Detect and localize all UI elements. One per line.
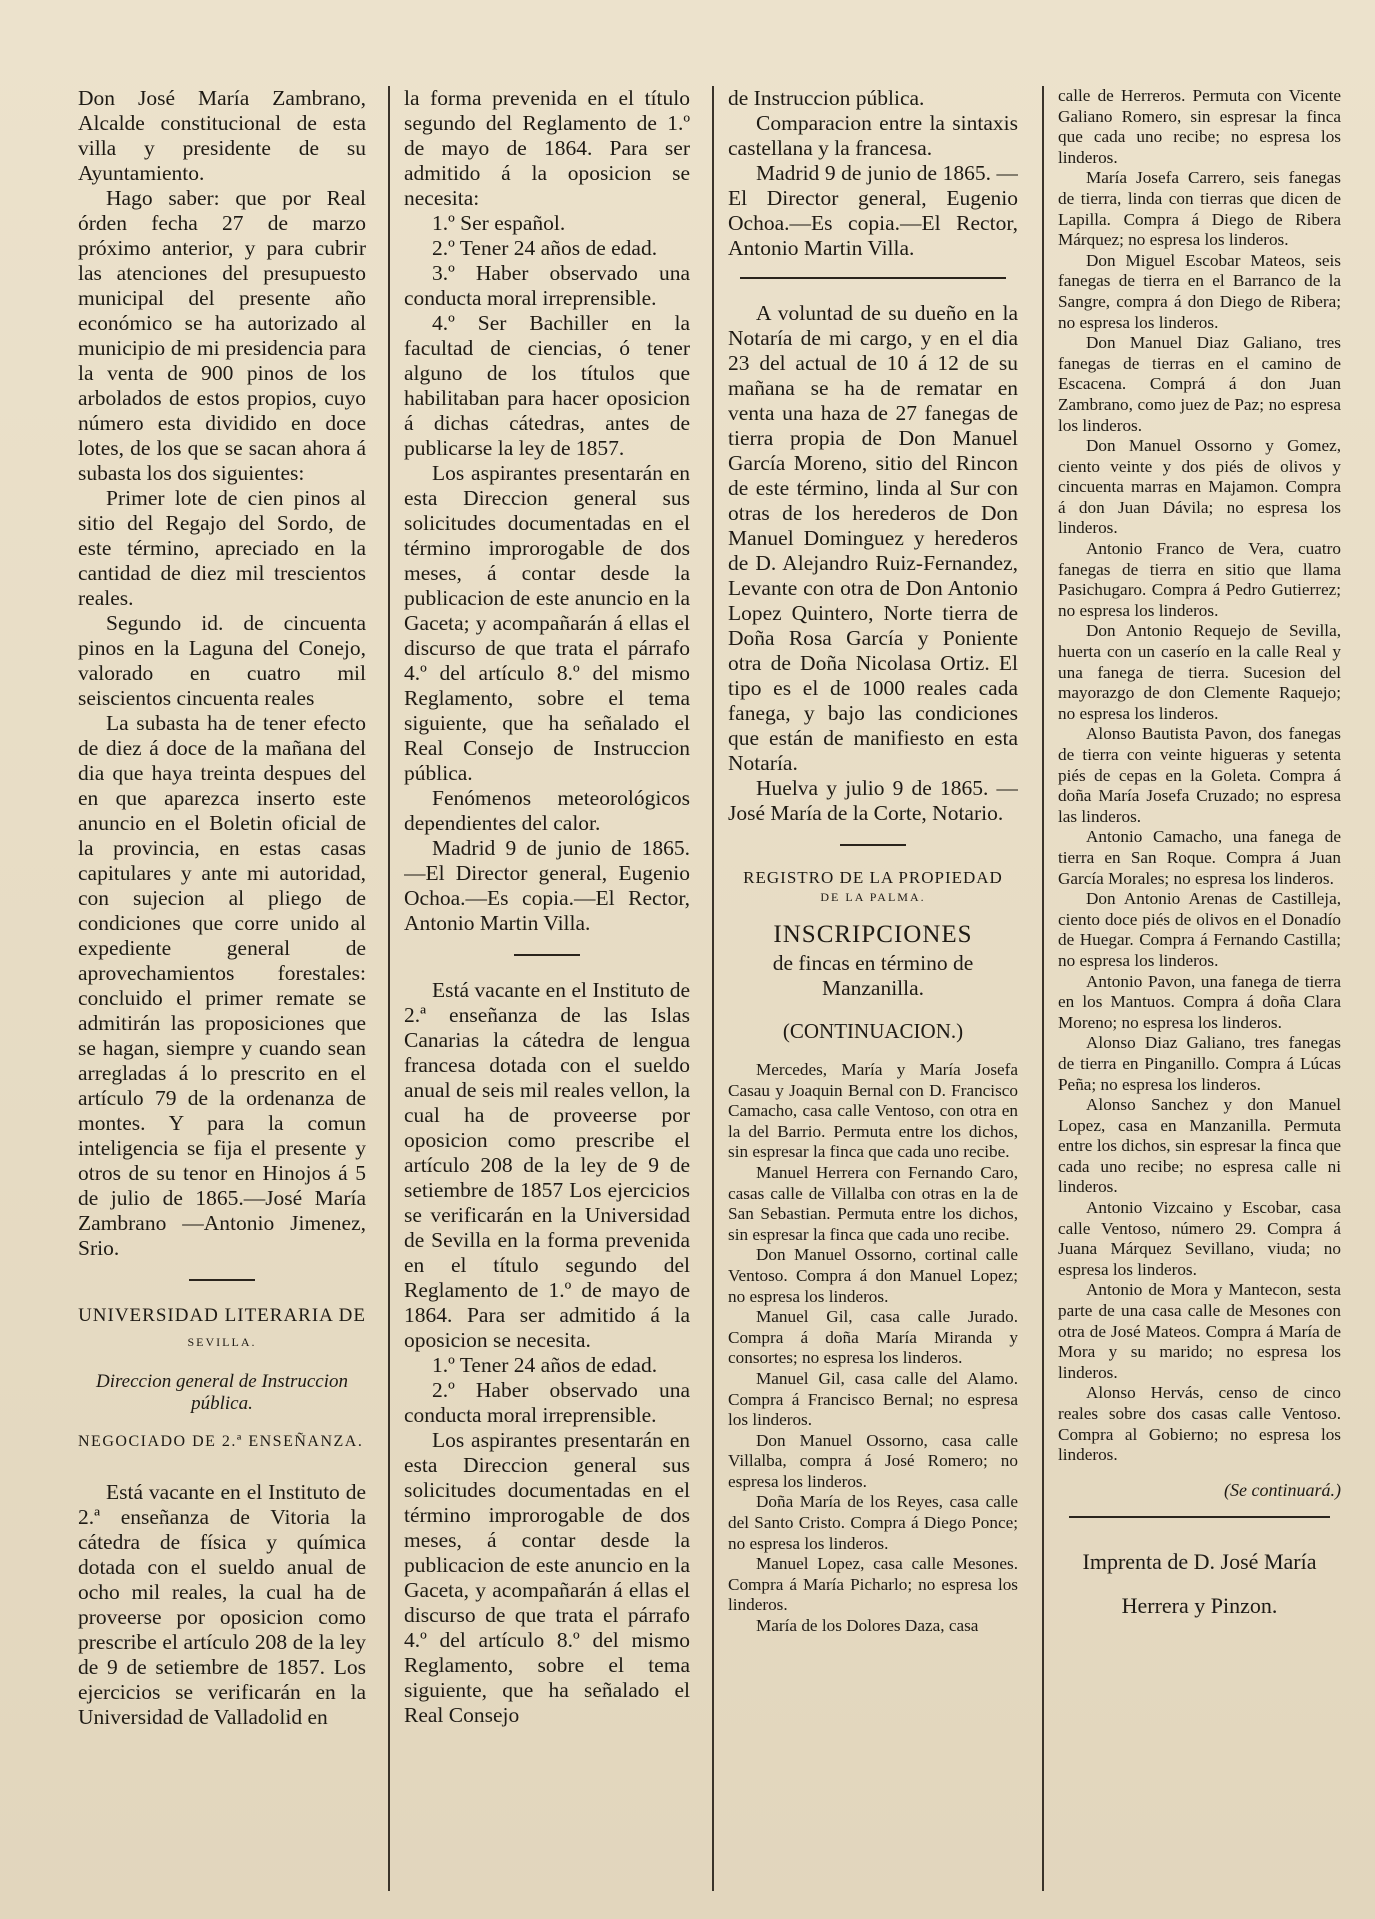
requirement: 3.º Haber observado una conducta moral irreprensible. <box>404 261 690 310</box>
separator <box>1069 1516 1329 1518</box>
registry-entry: Manuel Lopez, casa calle Mesones. Compra á María Picharlo; no espresa los linderos. <box>728 1554 1018 1615</box>
paragraph: la forma prevenida en el título segundo del Reglamento de 1.º de mayo de 1864. Para ser admitido á la oposicion se necesita: <box>404 86 690 210</box>
paragraph: Comparacion entre la sintaxis castellana y la francesa. <box>728 111 1018 160</box>
registry-heading: REGISTRO DE LA PROPIEDAD <box>743 868 1003 887</box>
printer-line-1: Imprenta de D. José María <box>1082 1549 1317 1575</box>
registry-entry: Don Manuel Diaz Galiano, tres fanegas de tierras en el camino de Escacena. Comprá á don Juan Zambrano, como juez de Paz; no espresa los linderos. <box>1058 333 1341 435</box>
registry-entry: Doña María de los Reyes, casa calle del Santo Cristo. Compra á Diego Ponce; no espresa los linderos. <box>728 1492 1018 1553</box>
signature: Madrid 9 de junio de 1865. —El Director general, Eugenio Ochoa.—Es copia.—El Rector, Antonio Martin Villa. <box>728 161 1018 260</box>
paragraph: Los aspirantes presentarán en esta Direccion general sus solicitudes documentadas en el término improrogable de dos meses, á contar desde la publicacion de este anuncio en la Gaceta; y acompañarán á ellas el discurso de que trata el párrafo 4.º del artículo 8.º del mismo Reglamento, sobre el tema siguiente, que ha señalado el Real Consejo de Instruccion pública. <box>404 461 690 785</box>
signature: Huelva y julio 9 de 1865. —José María de la Corte, Notario. <box>728 776 1018 825</box>
registry-entry: Antonio Camacho, una fanega de tierra en San Roque. Compra á Juan García Morales; no espresa los linderos. <box>1058 827 1341 888</box>
separator <box>514 954 580 956</box>
separator <box>840 844 906 846</box>
paragraph: Primer lote de cien pinos al sitio del Regajo del Sordo, de este término, apreciado en la cantidad de diez mil trescientos reales. <box>78 486 366 610</box>
registry-entry: María Josefa Carrero, seis fanegas de tierra, linda con tierras que dicen de Lapilla. Compra á Diego de Ribera Márquez; no espresa los linderos. <box>1058 168 1341 250</box>
university-heading: UNIVERSIDAD LITERARIA DE <box>78 1305 366 1326</box>
registry-entry: Don Manuel Ossorno, casa calle Villalba, compra á José Romero; no espresa los linderos. <box>728 1430 1018 1491</box>
registry-entry: Antonio Pavon, una fanega de tierra en los Mantuos. Compra á doña Clara Moreno; no espresa los linderos. <box>1058 971 1341 1032</box>
paragraph: Hago saber: que por Real órden fecha 27 de marzo próximo anterior, y para cubrir las atenciones del presupuesto municipal del presente año económico se ha autorizado al municipio de mi presidencia para la venta de 900 pinos de los arbolados de estos propios, cuyo número esta dividido en doce lotes, de los que se sacan ahora á subasta los dos siguientes: <box>78 186 366 485</box>
separator <box>189 1279 255 1281</box>
registry-entry: Alonso Sanchez y don Manuel Lopez, casa en Manzanilla. Permuta entre los dichos, sin espresar la finca que cada uno recibe; no espresa calle ni linderos. <box>1058 1095 1341 1197</box>
registry-entry: Mercedes, María y María Josefa Casau y Joaquin Bernal con D. Francisco Camacho, casa calle Ventoso, con otra en la del Barrio. Permuta entre los dichos, sin espresar la finca que cada uno recibe. <box>728 1060 1018 1162</box>
negociado-heading: NEGOCIADO DE 2.ª ENSEÑANZA. <box>78 1433 364 1450</box>
requirement: 1.º Ser español. <box>432 211 566 235</box>
registry-entry: María de los Dolores Daza, casa <box>756 1616 979 1636</box>
registry-entry: Antonio de Mora y Mantecon, sesta parte de una casa calle de Mesones con otra de José Mateos. Compra á María de Mora y su marido; no espresa los linderos. <box>1058 1280 1341 1382</box>
paragraph: Está vacante en el Instituto de 2.ª enseñanza de Vitoria la cátedra de física y química dotada con el sueldo anual de ocho mil reales, la cual ha de proveerse por oposicion como prescribe el artículo 208 de la ley de 9 de setiembre de 1857. Los ejercicios se verificarán en la Universidad de Valladolid en <box>78 1480 366 1729</box>
paragraph: Los aspirantes presentarán en esta Direccion general sus solicitudes documentadas en el término improrogable de dos meses, á contar desde la publicacion de este anuncio en la Gaceta, y acompañarán á ellas el discurso de que trata el párrafo 4.º del artículo 8.º del mismo Reglamento, sobre el tema siguiente, que ha señalado el Real Consejo <box>404 1428 690 1727</box>
university-city: SEVILLA. <box>187 1335 257 1349</box>
registry-entry: Don Manuel Ossorno y Gomez, ciento veinte y dos piés de olivos y cincuenta marras en Majamon. Compra á don Juan Dávila; no espresa los linderos. <box>1058 436 1341 538</box>
column-3 <box>728 86 1018 1637</box>
column-rule <box>712 86 714 1891</box>
continuation-heading: (CONTINUACION.) <box>782 1019 964 1043</box>
printer-line-2: Herrera y Pinzon. <box>1121 1593 1278 1619</box>
registry-entry: Don Miguel Escobar Mateos, seis fanegas de tierra en el Barranco de la Sangre, compra á don Diego de Ribera; no espresa los linderos. <box>1058 250 1341 332</box>
registry-entry: Alonso Diaz Galiano, tres fanegas de tierra en Pinganillo. Compra á Lúcas Peña; no espresa los linderos. <box>1058 1033 1341 1094</box>
registry-entry: Don Antonio Arenas de Castilleja, ciento doce piés de olivos en el Donadío de Huegar. Compra á Fernando Castilla; no espresa los linderos. <box>1058 889 1341 970</box>
column-1 <box>78 86 366 1730</box>
column-4 <box>1058 86 1341 1628</box>
registry-entry: calle de Herreros. Permuta con Vicente Galiano Romero, sin espresar la finca que cada uno recibe; no espresa los linderos. <box>1058 86 1341 167</box>
paragraph: de Instruccion pública. <box>728 86 925 110</box>
printer-imprint <box>1058 1540 1341 1628</box>
column-rule <box>1042 86 1044 1891</box>
registry-entry: Alonso Bautista Pavon, dos fanegas de tierra con veinte higueras y setenta piés de cepas en la Goleta. Compra á doña María Josefa Cruzado; no espresa las linderos. <box>1058 724 1341 826</box>
column-2 <box>404 86 690 1728</box>
paragraph: Segundo id. de cincuenta pinos en la Laguna del Conejo, valorado en cuatro mil seiscientos cincuenta reales <box>78 611 366 710</box>
inscriptions-subheading: de fincas en término de Manzanilla. <box>772 951 974 1000</box>
registry-entry: Don Antonio Requejo de Sevilla, huerta con un caserío en la calle Real y una fanega de tierra. Sucesion del mayorazgo de don Clemente Raquejo; no espresa los linderos. <box>1058 621 1341 723</box>
registry-entry: Manuel Gil, casa calle Jurado. Compra á doña María Miranda y consortes; no espresa los linderos. <box>728 1307 1018 1368</box>
inscriptions-heading: INSCRIPCIONES <box>773 921 973 948</box>
registry-entry: Manuel Herrera con Fernando Caro, casas calle de Villalba con otras en la de San Sebastian. Permuta entre los dichos, sin espresar la finca que cada uno recibe. <box>728 1162 1018 1244</box>
registry-entry: Don Manuel Ossorno, cortinal calle Ventoso. Compra á don Manuel Lopez; no espresa los linderos. <box>728 1245 1018 1306</box>
registry-subheading: DE LA PALMA. <box>820 890 926 904</box>
paragraph: A voluntad de su dueño en la Notaría de mi cargo, y en el dia 23 del actual de 10 á 12 de su mañana se ha de rematar en venta una haza de 27 fanegas de tierra propia de Don Manuel García Moreno, sitio del Rincon de este término, linda al Sur con otras de los herederos de Don Manuel Dominguez y herederos de D. Alejandro Ruiz-Fernandez, Levante con otra de Don Antonio Lopez Quintero, Norte tierra de Doña Rosa García y Poniente otra de Doña Nicolasa Ortiz. El tipo es el de 1000 reales cada fanega, y bajo las condiciones que están de manifiesto en esta Notaría. <box>728 301 1018 775</box>
paragraph: Está vacante en el Instituto de 2.ª enseñanza de las Islas Canarias la cátedra de lengua francesa dotada con el sueldo anual de seis mil reales vellon, la cual ha de proveerse por oposicion como prescribe el artículo 208 de la ley de 9 de setiembre de 1857 Los ejercicios se verificarán en la Universidad de Sevilla en la forma prevenida en el título segundo del Reglamento de 1.º de mayo de 1864. Para ser admitido á la oposicion se necesita. <box>404 978 690 1352</box>
alcalde-heading: Don José María Zambrano, Alcalde constitucional de esta villa y presidente de su Ayuntamiento. <box>78 86 366 185</box>
registry-entry: Alonso Hervás, censo de cinco reales sobre dos casas calle Ventoso. Compra al Gobierno; no espresa los linderos. <box>1058 1383 1341 1465</box>
paragraph: Fenómenos meteorológicos dependientes del calor. <box>404 786 690 835</box>
signature: Madrid 9 de junio de 1865. —El Director general, Eugenio Ochoa.—Es copia.—El Rector, Antonio Martin Villa. <box>404 836 690 935</box>
continuation-note: (Se continuará.) <box>1224 1479 1341 1500</box>
paragraph: La subasta ha de tener efecto de diez á doce de la mañana del dia que haya treinta despues del en que aparezca inserto este anuncio en el Boletin oficial de la provincia, en estas casas capitulares y ante mi autoridad, con sujecion al pliego de condiciones que corre unido al expediente general de aprovechamientos forestales: concluido el primer remate se admitirán las proposiciones que se hagan, siempre y cuando sean arregladas á lo prescrito en el artículo 79 de la ordenanza de montes. Y para la comun inteligencia se fija el presente y otros de su tenor en Hinojos á 5 de julio de 1865.—José María Zambrano —Antonio Jimenez, Srio. <box>78 711 366 1260</box>
direction-heading: Direccion general de Instruccion pública. <box>95 1371 349 1414</box>
registry-entry: Manuel Gil, casa calle del Alamo. Compra á Francisco Bernal; no espresa los linderos. <box>728 1368 1018 1430</box>
requirement: 4.º Ser Bachiller en la facultad de ciencias, ó tener alguno de los títulos que habilitaban para hacer oposicion á dichas cátedras, antes de publicarse la ley de 1857. <box>404 311 690 460</box>
separator <box>740 277 1007 279</box>
requirement: 1.º Tener 24 años de edad. <box>432 1353 658 1377</box>
column-rule <box>388 86 390 1891</box>
registry-entry: Antonio Vizcaino y Escobar, casa calle Ventoso, número 29. Compra á Juana Márquez Sevillano, viuda; no espresa los linderos. <box>1058 1198 1341 1279</box>
requirement: 2.º Haber observado una conducta moral irreprensible. <box>404 1378 690 1427</box>
registry-entry: Antonio Franco de Vera, cuatro fanegas de tierra en sitio que llama Pasichugaro. Compra á Pedro Gutierrez; no espresa los linderos. <box>1058 539 1341 620</box>
requirement: 2.º Tener 24 años de edad. <box>432 236 658 260</box>
